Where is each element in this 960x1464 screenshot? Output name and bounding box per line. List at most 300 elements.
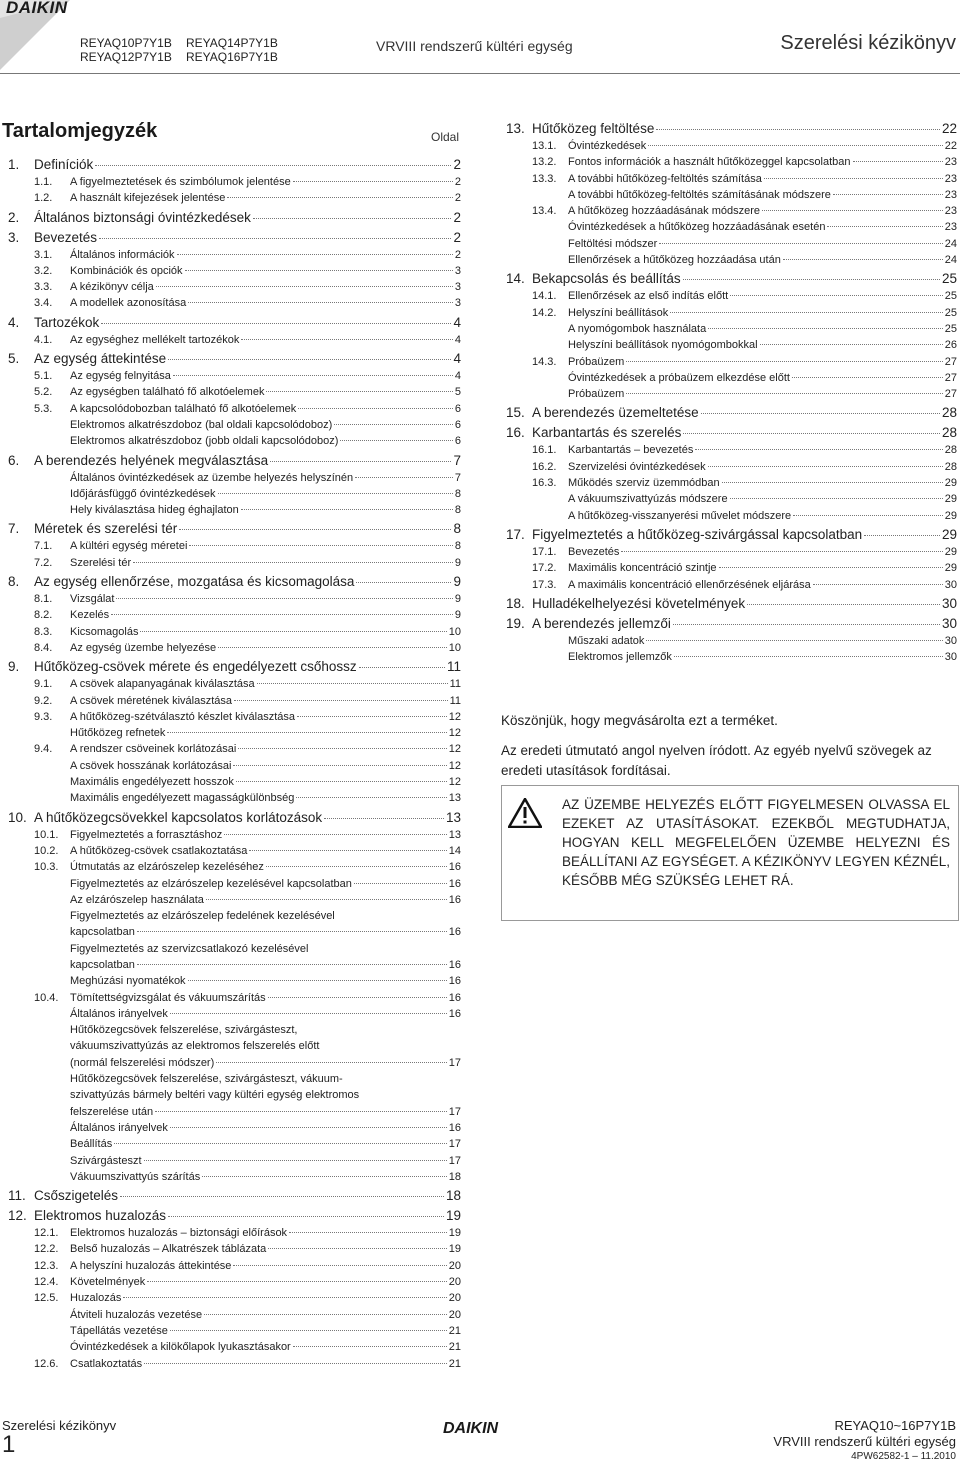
toc-entry-number: 2. xyxy=(8,209,20,225)
toc-entry-title: Szervizelési óvintézkedések xyxy=(568,460,706,473)
toc-entry-number: 3.3. xyxy=(34,281,53,294)
toc-entry[interactable] xyxy=(0,451,461,470)
toc-entry[interactable] xyxy=(504,560,957,576)
toc-entry[interactable] xyxy=(0,247,461,263)
toc-entry-number: 5. xyxy=(8,351,20,367)
toc-entry-page: 25 xyxy=(941,271,957,287)
toc-entry-title: Hűtőközeg feltöltése xyxy=(532,121,655,136)
toc-entry[interactable] xyxy=(504,171,957,187)
toc-entry-page: 25 xyxy=(944,322,957,335)
toc-right-column xyxy=(504,118,957,665)
toc-entry-continued: Hűtőközegcsövek felszerelése, szivárgásteszt, vákuum- xyxy=(70,1073,343,1086)
toc-entry[interactable] xyxy=(0,1225,461,1241)
toc-entry-page: 28 xyxy=(944,444,957,457)
toc-entry-page: 9 xyxy=(454,556,461,569)
toc-dot-leader xyxy=(334,424,453,425)
toc-entry[interactable] xyxy=(0,1290,461,1306)
toc-entry[interactable] xyxy=(0,973,461,989)
toc-entry-title: Ellenőrzések a hűtőközeg hozzáadása után xyxy=(568,254,781,267)
toc-entry[interactable] xyxy=(504,269,957,288)
toc-entry[interactable] xyxy=(504,577,957,593)
toc-entry-number: 9.2. xyxy=(34,694,53,707)
toc-entry[interactable] xyxy=(0,657,461,676)
toc-entry[interactable] xyxy=(0,555,461,571)
toc-entry-title: Tömítettségvizsgálat és vákuumszárítás xyxy=(70,991,266,1004)
toc-entry[interactable] xyxy=(0,957,461,973)
toc-entry-title: Maximális koncentráció szintje xyxy=(568,562,717,575)
toc-entry-number: 17.3. xyxy=(532,578,557,591)
toc-entry[interactable] xyxy=(0,401,461,417)
toc-entry[interactable] xyxy=(0,1339,461,1355)
toc-entry-number: 3.4. xyxy=(34,297,53,310)
toc-entry[interactable] xyxy=(0,990,461,1006)
footer-right-block xyxy=(773,1418,956,1464)
toc-entry-page: 29 xyxy=(944,562,957,575)
toc-entry-page: 28 xyxy=(941,425,957,441)
toc-entry-page: 27 xyxy=(944,355,957,368)
toc-entry[interactable] xyxy=(0,332,461,348)
toc-entry[interactable] xyxy=(0,519,461,538)
toc-entry[interactable] xyxy=(0,208,461,227)
toc-entry-page: 11 xyxy=(449,678,461,691)
toc-dot-leader xyxy=(236,781,447,782)
toc-entry-title: Belső huzalozás – Alkatrészek táblázata xyxy=(70,1243,267,1256)
footer-manual-title: Szerelési kézikönyv xyxy=(2,1418,117,1433)
toc-entry[interactable] xyxy=(0,1206,461,1225)
toc-entry-page: 29 xyxy=(944,509,957,522)
toc-entry-number: 3.1. xyxy=(34,248,53,261)
toc-entry-title: Figyelmeztetés a forrasztáshoz xyxy=(70,828,223,841)
toc-entry-page: 18 xyxy=(445,1188,461,1204)
toc-entry-title: A hűtőközeg hozzáadásának módszere xyxy=(568,205,761,218)
toc-entry-title: A hűtőközeg-visszanyerési művelet módszere xyxy=(568,509,792,522)
toc-entry[interactable] xyxy=(0,1274,461,1290)
toc-entry[interactable] xyxy=(0,1169,461,1185)
toc-entry[interactable] xyxy=(0,486,461,502)
toc-dot-leader xyxy=(173,375,453,376)
toc-entry[interactable] xyxy=(0,640,461,656)
toc-entry[interactable] xyxy=(504,187,957,203)
toc-entry-page: 21 xyxy=(448,1324,461,1337)
toc-entry-title: Hűtőközeg refnetek xyxy=(70,727,166,740)
toc-entry[interactable] xyxy=(0,709,461,725)
toc-entry-title: Karbantartás és szerelés xyxy=(532,425,682,441)
toc-entry[interactable] xyxy=(0,1258,461,1274)
toc-entry-page: 19 xyxy=(448,1243,461,1256)
toc-entry-number: 9.3. xyxy=(34,710,53,723)
toc-entry[interactable] xyxy=(0,279,461,295)
toc-entry-page: 5 xyxy=(454,386,461,399)
toc-entry[interactable] xyxy=(0,774,461,790)
toc-dot-leader xyxy=(170,1127,447,1128)
toc-entry[interactable] xyxy=(0,676,461,692)
toc-dot-leader xyxy=(673,624,940,625)
toc-entry[interactable] xyxy=(0,693,461,709)
toc-entry[interactable] xyxy=(0,384,461,400)
toc-entry-title: Csőszigetelés xyxy=(34,1188,119,1204)
toc-dot-leader xyxy=(621,551,942,552)
toc-entry-page: 13 xyxy=(445,809,461,825)
toc-dot-leader xyxy=(238,748,446,749)
toc-entry-title: A hűtőközegcsövekkel kapcsolatos korlátozások xyxy=(34,809,323,825)
footer-docnum: 4PW62582-1 – 11.2010 xyxy=(851,1451,956,1462)
toc-entry-title: (normál felszerelési módszer) xyxy=(70,1056,215,1069)
toc-entry-title: Általános irányelvek xyxy=(70,1121,168,1134)
toc-entry[interactable] xyxy=(0,263,461,279)
toc-entry-title: A helyszíni huzalozás áttekintése xyxy=(70,1259,232,1272)
toc-entry-page: 6 xyxy=(454,418,461,431)
toc-entry[interactable] xyxy=(504,337,957,353)
toc-entry[interactable] xyxy=(0,624,461,640)
toc-entry-title: A használt kifejezések jelentése xyxy=(70,192,226,205)
toc-entry[interactable] xyxy=(0,368,461,384)
toc-entry-page: 22 xyxy=(941,121,957,136)
toc-entry[interactable] xyxy=(0,1241,461,1257)
toc-entry[interactable] xyxy=(0,892,461,908)
toc-entry-title: A rendszer csöveinek korlátozásai xyxy=(70,743,237,756)
toc-entry-page: 8 xyxy=(454,504,461,517)
system-title: VRVIII rendszerű kültéri egység xyxy=(376,38,573,54)
toc-entry-number: 13. xyxy=(506,121,525,136)
toc-dot-leader xyxy=(116,598,452,599)
toc-entry-title: Követelmények xyxy=(70,1276,146,1289)
toc-entry[interactable] xyxy=(504,119,957,138)
toc-dot-leader xyxy=(177,254,453,255)
toc-entry-title: A nyomógombok használata xyxy=(568,322,707,335)
toc-dot-leader xyxy=(864,535,940,536)
toc-entry-number: 13.4. xyxy=(532,205,557,218)
toc-entry-title: Általános információk xyxy=(70,248,175,261)
toc-entry-title: Általános biztonsági óvintézkedések xyxy=(34,209,251,225)
toc-entry-title: Az egység üzembe helyezése xyxy=(70,641,217,654)
toc-entry[interactable] xyxy=(0,1055,461,1071)
toc-entry-page: 29 xyxy=(941,526,957,542)
toc-entry-number: 14. xyxy=(506,271,525,287)
toc-entry-page: 29 xyxy=(944,477,957,490)
toc-dot-leader xyxy=(792,377,943,378)
toc-dot-leader xyxy=(257,683,448,684)
toc-dot-leader xyxy=(359,667,445,668)
toc-entry-number: 16.1. xyxy=(532,444,557,457)
toc-entry[interactable] xyxy=(0,876,461,892)
toc-dot-leader xyxy=(137,964,447,965)
toc-entry[interactable] xyxy=(0,1153,461,1169)
toc-dot-leader xyxy=(793,515,943,516)
toc-entry-number: 12. xyxy=(8,1208,27,1224)
toc-entry-number: 8.4. xyxy=(34,641,53,654)
toc-entry-title: Az egységhez mellékelt tartozékok xyxy=(70,333,240,346)
toc-entry[interactable] xyxy=(0,808,461,827)
toc-entry[interactable] xyxy=(504,475,957,491)
toc-entry-number: 8.3. xyxy=(34,625,53,638)
toc-entry-page: 11 xyxy=(449,694,461,707)
toc-entry-number: 1.2. xyxy=(34,192,53,205)
toc-entry-page: 12 xyxy=(448,727,461,740)
toc-entry[interactable] xyxy=(0,1186,461,1205)
toc-entry[interactable] xyxy=(0,1104,461,1120)
toc-entry-page: 16 xyxy=(448,975,461,988)
toc-entry[interactable] xyxy=(0,313,461,332)
toc-entry-number: 6. xyxy=(8,452,20,468)
toc-entry-number: 10.4. xyxy=(34,991,59,1004)
toc-entry-number: 14.2. xyxy=(532,306,557,319)
toc-entry-page: 17 xyxy=(448,1154,461,1167)
toc-entry[interactable] xyxy=(0,1006,461,1022)
toc-entry-page: 12 xyxy=(448,759,461,772)
toc-dot-leader xyxy=(355,477,453,478)
toc-entry-title: Méretek és szerelési tér xyxy=(34,521,178,537)
toc-entry-number: 12.2. xyxy=(34,1243,59,1256)
toc-entry-title: Elektromos alkatrészdoboz (jobb oldali kapcsolódoboz) xyxy=(70,435,339,448)
toc-entry-page: 16 xyxy=(448,1007,461,1020)
toc-entry-page: 19 xyxy=(445,1208,461,1224)
toc-entry[interactable] xyxy=(0,174,461,190)
toc-dot-leader xyxy=(783,259,943,260)
toc-entry-title: Bekapcsolás és beállítás xyxy=(532,271,681,287)
toc-entry[interactable] xyxy=(0,859,461,875)
toc-entry-title: A berendezés üzemeltetése xyxy=(532,405,699,421)
toc-dot-leader xyxy=(234,700,448,701)
toc-entry[interactable] xyxy=(0,190,461,206)
toc-entry-page: 8 xyxy=(454,487,461,500)
toc-entry-title: Definíciók xyxy=(34,157,94,172)
manual-title: Szerelési kézikönyv xyxy=(780,32,956,54)
toc-entry-title: Elektromos alkatrészdoboz (bal oldali kapcsolódoboz) xyxy=(70,418,333,431)
toc-entry[interactable] xyxy=(0,295,461,311)
toc-dot-leader xyxy=(168,1216,444,1217)
toc-dot-leader xyxy=(101,323,451,324)
toc-entry-page: 16 xyxy=(448,926,461,939)
toc-entry[interactable] xyxy=(504,288,957,304)
toc-entry-title: Időjárásfüggő óvintézkedések xyxy=(70,487,216,500)
toc-entry[interactable] xyxy=(0,725,461,741)
toc-entry-title: Próbaüzem xyxy=(568,355,625,368)
toc-entry-title: Csatlakoztatás xyxy=(70,1357,143,1370)
toc-entry[interactable] xyxy=(0,572,461,591)
toc-entry-title: Meghúzási nyomatékok xyxy=(70,975,186,988)
toc-entry-page: 30 xyxy=(941,615,957,631)
toc-entry-title: Kombinációk és opciók xyxy=(70,264,183,277)
toc-entry[interactable] xyxy=(504,508,957,524)
toc-entry[interactable] xyxy=(504,354,957,370)
toc-dot-leader xyxy=(204,1314,447,1315)
toc-entry-continued: vákuumszivattyúzás az elektromos felszerelés előtt xyxy=(70,1040,320,1053)
toc-entry[interactable] xyxy=(0,1356,461,1372)
toc-entry[interactable] xyxy=(504,442,957,458)
toc-entry[interactable] xyxy=(0,155,461,174)
toc-entry-title: A kültéri egység méretei xyxy=(70,540,188,553)
toc-entry-page: 25 xyxy=(944,290,957,303)
toc-entry-page: 2 xyxy=(453,157,461,172)
toc-dot-leader xyxy=(813,584,943,585)
toc-entry[interactable] xyxy=(504,386,957,402)
toc-dot-leader xyxy=(730,498,943,499)
toc-entry-title: A modellek azonosítása xyxy=(70,297,187,310)
toc-entry-number: 17. xyxy=(506,526,525,542)
toc-entry[interactable] xyxy=(0,790,461,806)
toc-title-row xyxy=(0,118,461,154)
toc-entry-number: 5.2. xyxy=(34,386,53,399)
toc-entry-title: Helyszíni beállítások xyxy=(568,306,669,319)
toc-entry[interactable] xyxy=(504,370,957,386)
toc-title: Tartalomjegyzék xyxy=(2,120,158,142)
toc-entry-page: 29 xyxy=(944,545,957,558)
toc-entry[interactable] xyxy=(504,305,957,321)
toc-right-list xyxy=(504,119,957,665)
toc-entry[interactable] xyxy=(0,607,461,623)
toc-entry-page: 12 xyxy=(448,710,461,723)
toc-entry-title: A kapcsolódobozban található fő alkotóelemek xyxy=(70,402,297,415)
model-code: REYAQ12P7Y1B xyxy=(80,50,172,64)
toc-entry-continued: Figyelmeztetés az elzárószelep fedelének kezelésével xyxy=(70,910,335,923)
toc-entry[interactable] xyxy=(504,219,957,235)
toc-entry[interactable] xyxy=(0,741,461,757)
model-list-1 xyxy=(80,36,172,64)
toc-dot-leader xyxy=(266,866,447,867)
toc-dot-leader xyxy=(289,1232,447,1233)
toc-entry-title: Vizsgálat xyxy=(70,593,115,606)
toc-entry[interactable] xyxy=(0,433,461,449)
toc-entry[interactable] xyxy=(0,470,461,486)
toc-entry-title: A berendezés jellemzői xyxy=(532,615,671,631)
toc-entry-title: Szerelési tér xyxy=(70,556,132,569)
toc-entry[interactable] xyxy=(504,403,957,422)
toc-entry[interactable] xyxy=(504,321,957,337)
toc-entry[interactable] xyxy=(0,349,461,368)
toc-entry[interactable] xyxy=(0,417,461,433)
toc-entry[interactable] xyxy=(0,827,461,843)
toc-entry-title: Óvintézkedések a hűtőközeg hozzáadásának esetén xyxy=(568,221,826,234)
toc-entry[interactable] xyxy=(504,154,957,170)
toc-entry-title: kapcsolatban xyxy=(70,926,135,939)
toc-entry[interactable] xyxy=(0,1323,461,1339)
toc-dot-leader xyxy=(722,482,943,483)
toc-entry-page: 25 xyxy=(944,306,957,319)
toc-dot-leader xyxy=(762,210,943,211)
warning-box xyxy=(501,785,959,921)
toc-entry-title: Működés szerviz üzemmódban xyxy=(568,477,720,490)
model-code: REYAQ10P7Y1B xyxy=(80,36,172,50)
toc-entry[interactable] xyxy=(0,1136,461,1152)
toc-entry-title: Bevezetés xyxy=(34,229,98,245)
toc-dot-leader xyxy=(298,408,453,409)
toc-entry-title: A csövek alapanyagának kiválasztása xyxy=(70,678,255,691)
toc-entry[interactable] xyxy=(504,459,957,475)
toc-entry[interactable] xyxy=(504,203,957,219)
toc-entry-title: Hely kiválasztása hideg éghajlaton xyxy=(70,504,239,517)
toc-dot-leader xyxy=(95,165,451,166)
toc-entry-title: Kezelés xyxy=(70,609,110,622)
toc-entry-page: 9 xyxy=(453,574,461,590)
toc-dot-leader xyxy=(253,218,452,219)
toc-entry-page: 26 xyxy=(944,339,957,352)
toc-dot-leader xyxy=(268,1248,446,1249)
toc-entry-number: 4.1. xyxy=(34,333,53,346)
toc-dot-leader xyxy=(156,286,453,287)
toc-entry-title: Az elzárószelep használata xyxy=(70,893,204,906)
toc-dot-leader xyxy=(241,509,453,510)
toc-entry-title: A hűtőközeg-csövek csatlakoztatása xyxy=(70,844,248,857)
toc-entry-page: 7 xyxy=(454,471,461,484)
toc-entry-number: 9.1. xyxy=(34,678,53,691)
toc-entry-number: 16.3. xyxy=(532,477,557,490)
toc-entry-title: Karbantartás – bevezetés xyxy=(568,444,694,457)
toc-entry-number: 14.3. xyxy=(532,355,557,368)
toc-entry-page: 30 xyxy=(944,578,957,591)
toc-entry-page: 14 xyxy=(448,844,461,857)
toc-entry-page: 10 xyxy=(448,625,461,638)
toc-entry[interactable] xyxy=(0,502,461,518)
toc-entry[interactable] xyxy=(0,591,461,607)
toc-entry[interactable] xyxy=(504,252,957,268)
toc-dot-leader xyxy=(270,461,451,462)
toc-entry[interactable] xyxy=(504,525,957,544)
toc-dot-leader xyxy=(683,279,940,280)
toc-entry-page: 17 xyxy=(448,1056,461,1069)
toc-dot-leader xyxy=(114,1143,447,1144)
original-language-note: Az eredeti útmutató angol nyelven íródott. Az egyéb nyelvű szövegek az eredeti utasítások fordításai. xyxy=(501,743,932,778)
toc-entry[interactable] xyxy=(504,491,957,507)
toc-entry[interactable] xyxy=(504,138,957,154)
toc-entry-number: 7. xyxy=(8,521,20,537)
toc-entry-number: 17.2. xyxy=(532,562,557,575)
toc-entry[interactable] xyxy=(0,1307,461,1323)
toc-entry[interactable] xyxy=(0,924,461,940)
toc-entry[interactable] xyxy=(504,633,957,649)
toc-entry-title: Óvintézkedések a kilökőlapok lyukasztásakor xyxy=(70,1341,291,1354)
toc-dot-leader xyxy=(120,1196,444,1197)
toc-entry[interactable] xyxy=(504,614,957,633)
toc-entry-number: 12.4. xyxy=(34,1276,59,1289)
toc-entry-title: Az egység áttekintése xyxy=(34,351,167,367)
toc-entry-title: Tartozékok xyxy=(34,314,100,330)
toc-entry-title: Fontos információk a használt hűtőközeggel kapcsolatban xyxy=(568,156,851,169)
toc-entry[interactable] xyxy=(504,423,957,442)
toc-dot-leader xyxy=(233,765,446,766)
toc-entry[interactable] xyxy=(0,758,461,774)
toc-entry-page: 3 xyxy=(454,297,461,310)
toc-entry-title: Általános óvintézkedések az üzembe helyezés helyszínén xyxy=(70,471,354,484)
toc-entry-title: Műszaki adatok xyxy=(568,634,645,647)
toc-dot-leader xyxy=(185,270,453,271)
toc-entry-title: A hűtőközeg-szétválasztó készlet kiválasztása xyxy=(70,710,296,723)
toc-dot-leader xyxy=(833,194,943,195)
toc-entry-page: 7 xyxy=(453,452,461,468)
toc-entry[interactable] xyxy=(504,594,957,613)
toc-entry-number: 17.1. xyxy=(532,545,557,558)
toc-entry-page: 2 xyxy=(454,176,461,188)
toc-entry[interactable] xyxy=(504,236,957,252)
toc-entry[interactable] xyxy=(504,649,957,665)
toc-entry[interactable] xyxy=(0,1120,461,1136)
toc-page-label: Oldal xyxy=(430,130,459,144)
toc-entry[interactable] xyxy=(504,544,957,560)
toc-entry-page: 29 xyxy=(944,493,957,506)
toc-entry-page: 13 xyxy=(448,792,461,805)
toc-entry-number: 8.2. xyxy=(34,609,53,622)
daikin-logo: DAIKIN xyxy=(6,0,68,17)
toc-dot-leader xyxy=(674,656,943,657)
toc-dot-leader xyxy=(853,161,943,162)
toc-entry[interactable] xyxy=(0,843,461,859)
toc-entry-title: Ellenőrzések az első indítás előtt xyxy=(568,290,729,303)
toc-entry[interactable] xyxy=(0,538,461,554)
toc-entry[interactable] xyxy=(0,228,461,247)
toc-entry-title: Az egység ellenőrzése, mozgatása és kicsomagolása xyxy=(34,574,355,590)
toc-entry-title: Vákuumszivattyús szárítás xyxy=(70,1170,201,1183)
toc-entry-title: A csövek hosszának korlátozásai xyxy=(70,759,232,772)
toc-dot-leader xyxy=(216,1062,446,1063)
